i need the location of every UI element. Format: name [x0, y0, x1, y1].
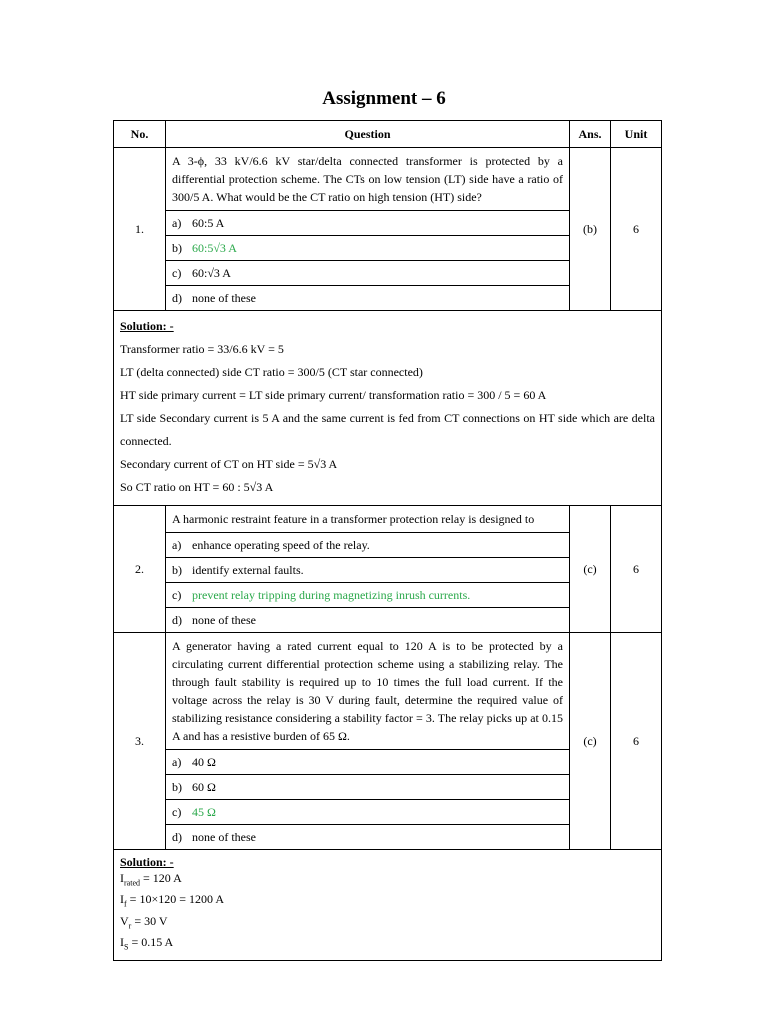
- assignment-table: [113, 120, 662, 961]
- q1-answer: (b): [570, 148, 611, 311]
- solution-1: [114, 311, 662, 506]
- q1-option-d: d) none of these: [166, 286, 570, 311]
- page-title: Assignment – 6: [322, 88, 446, 109]
- q1-row: [114, 148, 662, 211]
- q3-option-b: b) 60 Ω: [166, 775, 570, 800]
- q2-option-d: d) none of these: [166, 608, 570, 633]
- q1-number: 1.: [114, 148, 166, 311]
- header-question: Question: [166, 121, 570, 148]
- q1-text: A 3-ϕ, 33 kV/6.6 kV star/delta connected transformer is protected by a differential protection scheme. The CTs on low tension (LT) side have a ratio of 300/5 A. What would be the CT ratio on high tension (HT) side?: [166, 148, 570, 211]
- q3-row: [114, 633, 662, 750]
- solution-3-line: $I_f = 10\times 120 = 1200$ A: [120, 892, 224, 909]
- solution-1-title: Solution: -: [120, 319, 174, 333]
- solution-1-line: So CT ratio on HT = 60 : 5√3 A: [120, 480, 274, 494]
- q2-option-c: c) prevent relay tripping during magnetizing inrush currents.: [166, 583, 570, 608]
- q3-answer: (c): [570, 633, 611, 850]
- solution-3: [114, 850, 662, 961]
- q3-unit: 6: [611, 633, 662, 850]
- header-unit: Unit: [611, 121, 662, 148]
- q2-row: [114, 506, 662, 533]
- q3-option-c: c) 45 Ω: [166, 800, 570, 825]
- solution-3-line: $I_S = 0.15$ A: [120, 935, 174, 952]
- q3-number: 3.: [114, 633, 166, 850]
- solution-3-line: $I_{rated} = 120$ A: [120, 871, 182, 888]
- solution-1-line: Secondary current of CT on HT side = 5√3 A: [120, 457, 338, 471]
- q2-number: 2.: [114, 506, 166, 633]
- header-ans: Ans.: [570, 121, 611, 148]
- q3-option-a: a) 40 Ω: [166, 750, 570, 775]
- solution-3-line: $V_r = 30$ V: [120, 913, 168, 931]
- solution-1-line: Transformer ratio = 33/6.6 kV = 5: [120, 342, 284, 356]
- q1-option-b: b) 60:5√3 A: [166, 236, 570, 261]
- q2-text: A harmonic restraint feature in a transformer protection relay is designed to: [166, 506, 570, 533]
- q1-unit: 6: [611, 148, 662, 311]
- header-no: No.: [114, 121, 166, 148]
- q3-option-d: d) none of these: [166, 825, 570, 850]
- q2-answer: (c): [570, 506, 611, 633]
- solution-1-row: [114, 311, 662, 506]
- q3-text: A generator having a rated current equal to 120 A is to be protected by a circulating current differential protection scheme using a stabilizing relay. The through fault stability is required up to 10 times the full load current. If the voltage across the relay is 30 V during fault, determine the required value of stabilizing resistance considering a stability factor = 3. The relay picks up at 0.15 A and has a resistive burden of 65 Ω.: [166, 633, 570, 750]
- q2-unit: 6: [611, 506, 662, 633]
- solution-1-line: LT side Secondary current is 5 A and the same current is fed from CT connections on HT side which are delta connected.: [120, 411, 655, 448]
- solution-1-line: HT side primary current = LT side primary current/ transformation ratio = 300 / 5 = 60 A: [120, 388, 547, 402]
- solution-1-line: LT (delta connected) side CT ratio = 300/5 (CT star connected): [120, 365, 423, 379]
- q1-option-c: c) 60:√3 A: [166, 261, 570, 286]
- q2-option-b: b) identify external faults.: [166, 558, 570, 583]
- header-row: [114, 121, 662, 148]
- q1-option-a: a) 60:5 A: [166, 211, 570, 236]
- q2-option-a: a) enhance operating speed of the relay.: [166, 533, 570, 558]
- solution-3-row: [114, 850, 662, 961]
- solution-3-title: Solution: -: [120, 855, 174, 869]
